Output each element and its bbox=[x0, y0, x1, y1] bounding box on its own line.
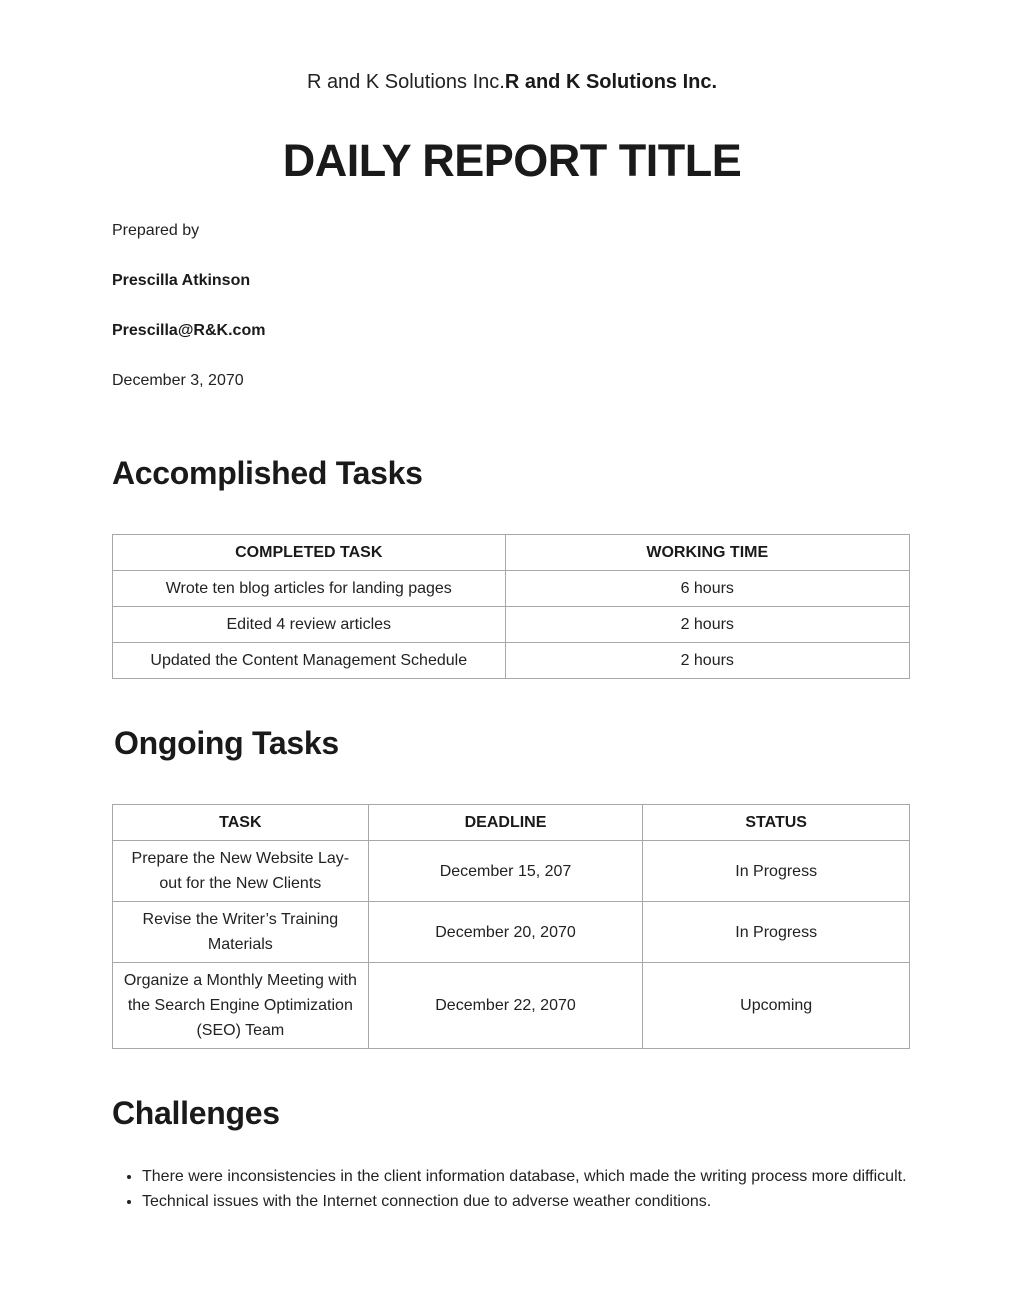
company-name bbox=[0, 68, 1024, 96]
table-header-row bbox=[113, 805, 910, 841]
table-header-row bbox=[113, 535, 910, 571]
accomplished-tasks-heading: Accomplished Tasks bbox=[112, 455, 423, 491]
working-time-cell: 2 hours bbox=[505, 607, 909, 643]
completed-task-cell: Edited 4 review articles bbox=[113, 607, 506, 643]
ongoing-tasks-heading: Ongoing Tasks bbox=[114, 725, 339, 761]
prepared-by-label: Prepared by bbox=[112, 222, 200, 239]
table-row bbox=[113, 963, 910, 1049]
task-cell: Organize a Monthly Meeting with the Search Engine Optimization (SEO) Team bbox=[113, 963, 369, 1049]
report-title: DAILY REPORT TITLE bbox=[282, 135, 742, 186]
task-cell: Revise the Writer’s Training Materials bbox=[113, 902, 369, 963]
task-cell: Prepare the New Website Lay-out for the New Clients bbox=[113, 841, 369, 902]
column-header-status: STATUS bbox=[643, 805, 910, 841]
completed-task-cell: Wrote ten blog articles for landing pages bbox=[113, 571, 506, 607]
challenges-heading: Challenges bbox=[112, 1095, 280, 1131]
deadline-cell: December 15, 207 bbox=[368, 841, 643, 902]
deadline-cell: December 20, 2070 bbox=[368, 902, 643, 963]
table-row bbox=[113, 841, 910, 902]
status-cell: Upcoming bbox=[643, 963, 910, 1049]
company-name-regular: R and K Solutions Inc. bbox=[306, 71, 505, 93]
working-time-cell: 2 hours bbox=[505, 643, 909, 679]
column-header-task: TASK bbox=[113, 805, 369, 841]
table-row bbox=[113, 607, 910, 643]
report-date: December 3, 2070 bbox=[112, 372, 244, 389]
column-header-working-time: WORKING TIME bbox=[505, 535, 909, 571]
ongoing-tasks-table bbox=[112, 804, 910, 1049]
preparer-name: Prescilla Atkinson bbox=[112, 272, 251, 289]
status-cell: In Progress bbox=[643, 841, 910, 902]
working-time-cell: 6 hours bbox=[505, 571, 909, 607]
list-item: • Technical issues with the Internet connection due to adverse weather conditions. bbox=[142, 1189, 1002, 1214]
column-header-deadline: DEADLINE bbox=[368, 805, 643, 841]
preparer-email: Prescilla@R&K.com bbox=[112, 322, 266, 339]
completed-task-cell: Updated the Content Management Schedule bbox=[113, 643, 506, 679]
table-row bbox=[113, 643, 910, 679]
deadline-cell: December 22, 2070 bbox=[368, 963, 643, 1049]
challenges-list bbox=[112, 1164, 1002, 1214]
company-name-bold: R and K Solutions Inc. bbox=[504, 71, 718, 93]
status-cell: In Progress bbox=[643, 902, 910, 963]
table-row bbox=[113, 902, 910, 963]
accomplished-tasks-table bbox=[112, 534, 910, 679]
table-row bbox=[113, 571, 910, 607]
column-header-completed-task: COMPLETED TASK bbox=[113, 535, 506, 571]
list-item: • There were inconsistencies in the client information database, which made the writing process more difficult. bbox=[142, 1164, 1002, 1189]
